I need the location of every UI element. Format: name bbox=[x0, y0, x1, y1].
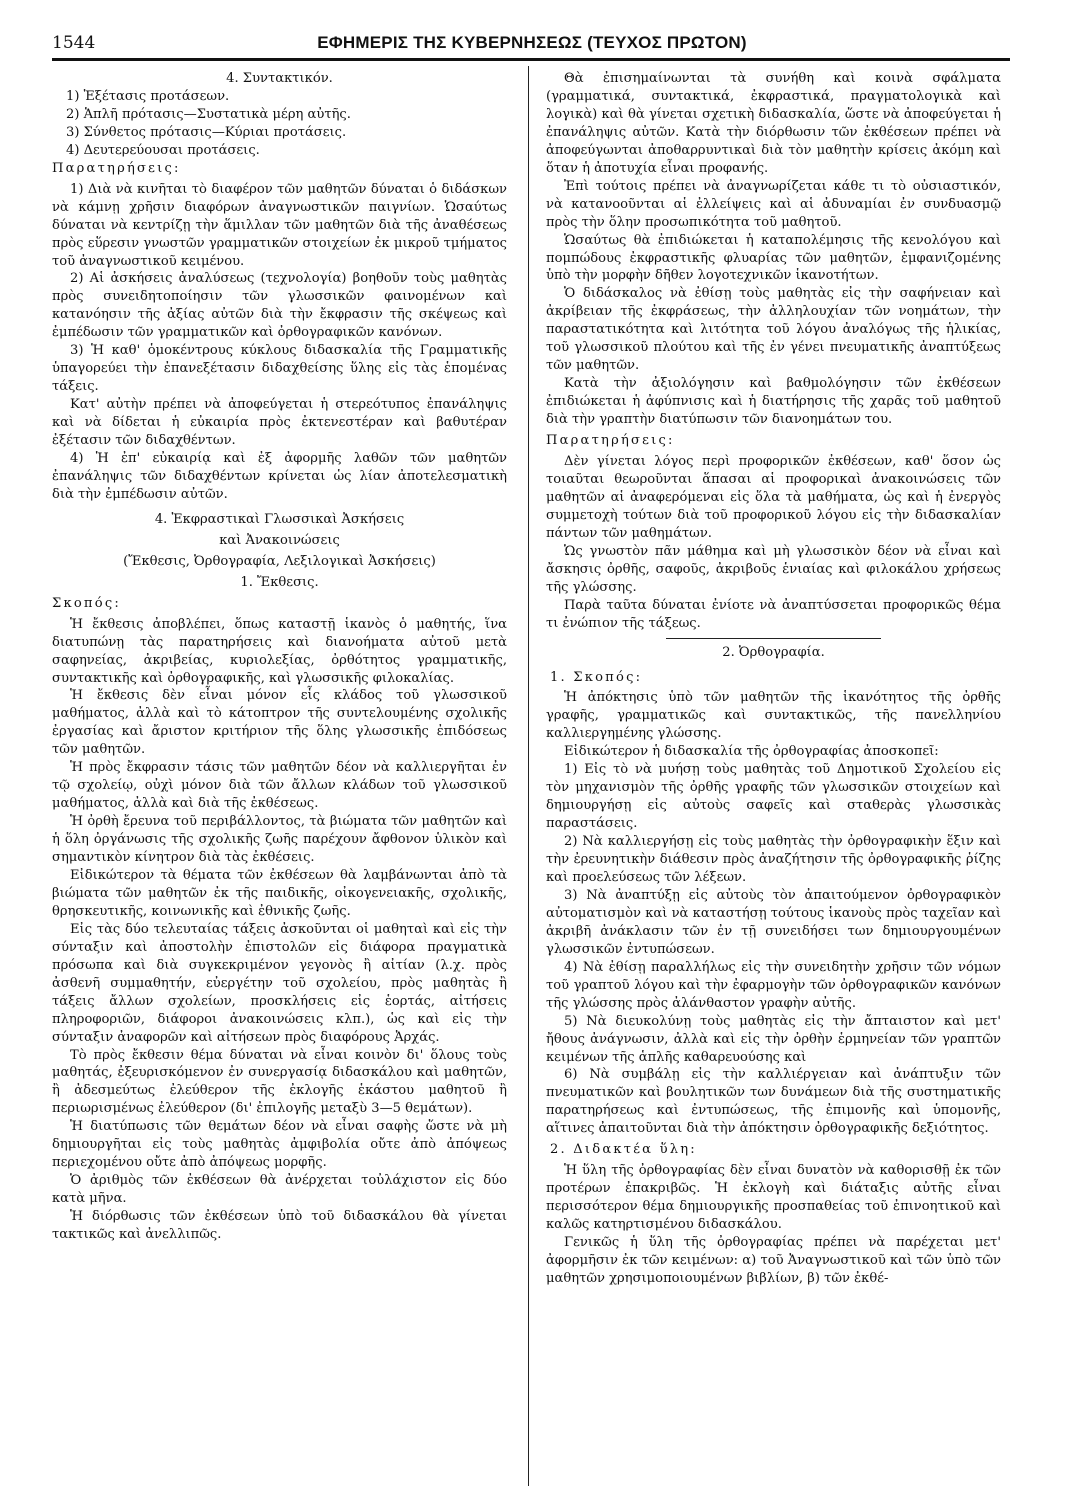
list-item: 1) Ἐξέτασις προτάσεων. bbox=[66, 88, 230, 104]
paragraph: 3) Ἡ καθ' ὁμοκέντρους κύκλους διδασκαλία τῆς Γραμματικῆς ὑπαγορεύει τὴν ἐπανεξέτασιν διδαχθείσης ὕλης εἰς τὰς ἑπομένας τάξεις. bbox=[52, 343, 507, 395]
paragraph: 4) Ἡ ἐπ' εὐκαιρίᾳ καὶ ἐξ ἀφορμῆς λαθῶν τῶν μαθητῶν ἐπανάληψις τῶν διδαχθέντων κρίνεται ὡς λίαν ἀποτελεσματικὴ διὰ τὴν ἐμπέδωσιν αὐτῶν. bbox=[52, 451, 507, 502]
purpose-label: Σκοπός: bbox=[52, 595, 121, 611]
paragraph: Ὁ ἀριθμὸς τῶν ἐκθέσεων θὰ ἀνέρχεται τοὐλάχιστον εἰς δύο κατὰ μῆνα. bbox=[52, 1173, 507, 1207]
paragraph: Τὸ πρὸς ἔκθεσιν θέμα δύναται νὰ εἶναι κοινὸν δι' ὅλους τοὺς μαθητάς, ἐξευρισκόμενον ἐν συνεργασίᾳ διδασκάλου καὶ μαθητῶν, ἢ ἀδεσμεύτως ἐλεύθερον τῆς ἐκλογῆς ἑκάστου μαθητοῦ ἢ περιωρισμένως ἐλεύθερον (δι' ἐπιλογῆς μεταξὺ 3—5 θεμάτων). bbox=[52, 1047, 507, 1117]
paragraph: Ἡ διατύπωσις τῶν θεμάτων δέον νὰ εἶναι σαφὴς ὥστε νὰ μὴ δημιουργῆται εἰς τοὺς μαθητὰς ἀμφιβολία οὔτε ἀπὸ ἀπόψεως περιεχομένου οὔτε ἀπὸ ἀπόψεως μορφῆς. bbox=[52, 1119, 507, 1171]
page-number: 1544 bbox=[52, 33, 96, 53]
paragraph: Εἰδικώτερον τὰ θέματα τῶν ἐκθέσεων θὰ λαμβάνωνται ἀπὸ τὰ βιώματα τῶν μαθητῶν ἐκ τῆς παιδικῆς, οἰκογενειακῆς, σχολικῆς, θρησκευτικῆς, κοινωνικῆς καὶ ἐθνικῆς ζωῆς. bbox=[52, 867, 507, 919]
paragraph: Εἰδικώτερον ἡ διδασκαλία τῆς ὀρθογραφίας ἀποσκοπεῖ: bbox=[564, 744, 939, 760]
right-column bbox=[546, 70, 1001, 1288]
paragraph: Ἐπὶ τούτοις πρέπει νὰ ἀναγνωρίζεται κάθε τι τὸ οὐσιαστικόν, νὰ κατανοοῦνται αἱ ἐλλείψεις καὶ αἱ ἀδυναμίαι ἐν συνδυασμῷ πρὸς τὴν ὅλην προσωπικότητα τοῦ μαθητοῦ. bbox=[546, 178, 1001, 230]
paragraph: Ὡσαύτως θὰ ἐπιδιώκεται ἡ καταπολέμησις τῆς κενολόγου καὶ πομπώδους ἐκφραστικῆς φλυαρίας τῶν μαθητῶν, ἐμφανιζομένης ὑπὸ τὴν μορφὴν δῆθεν λογοτεχνικῶν ἱκανοτήτων. bbox=[546, 232, 1001, 284]
paragraph: Κατ' αὐτὴν πρέπει νὰ ἀποφεύγεται ἡ στερεότυπος ἐπανάληψις καὶ νὰ δίδεται ἡ εὐκαιρία πρὸς ἐκτενεστέραν καὶ βαθυτέραν ἐξέτασιν τῶν διδαχθέντων. bbox=[52, 397, 507, 449]
list-item: 4) Νὰ ἐθίσῃ παραλλήλως εἰς τὴν συνειδητὴν χρῆσιν τῶν νόμων τοῦ γραπτοῦ λόγου καὶ τὴν ἐφαρμογὴν τῶν ὀρθογραφικῶν κανόνων τῆς γλώσσης πρὸς ἀλάνθαστον γραφὴν αὐτῆς. bbox=[546, 959, 1001, 1011]
paragraph: Δὲν γίνεται λόγος περὶ προφορικῶν ἐκθέσεων, καθ' ὅσον ὡς τοιαῦται θεωροῦνται ἅπασαι αἱ προφορικαὶ ἀνακοινώσεις τῶν μαθητῶν αἱ ἀναφερόμεναι εἰς ὅλα τὰ μαθήματα, ὡς καὶ ἡ ἐνεργὸς συμμετοχὴ τούτων διὰ τοῦ προφορικοῦ λόγου εἰς τὴν διδασκαλίαν πάντων τῶν μαθημάτων. bbox=[546, 454, 1001, 541]
paragraph: Ὡς γνωστὸν πᾶν μάθημα καὶ μὴ γλωσσικὸν δέον νὰ εἶναι καὶ ἄσκησις ὀρθῆς, σαφοῦς, ἀκριβοῦς ἑνιαίας καὶ φιλοκάλου χρήσεως τῆς γλώσσης. bbox=[546, 543, 1001, 595]
gazette-title: ΕΦΗΜΕΡΙΣ ΤΗΣ ΚΥΒΕΡΝΗΣΕΩΣ (ΤΕΥΧΟΣ ΠΡΩΤΟΝ) bbox=[317, 33, 747, 52]
list-item: 3) Σύνθετος πρότασις—Κύριαι προτάσεις. bbox=[66, 124, 347, 140]
left-column bbox=[52, 70, 507, 1244]
paragraph: Εἰς τὰς δύο τελευταίας τάξεις ἀσκοῦνται οἱ μαθηταὶ καὶ εἰς τὴν σύνταξιν καὶ ἀποστολὴν ἐπιστολῶν εἰς διάφορα πραγματικὰ πρόσωπα καὶ διὰ συγκεκριμένον γεγονὸς ἢ αἰτίαν (λ.χ. πρὸς ἀσθενῆ συμμαθητήν, εὐεργέτην τοῦ σχολείου, πρὸς μαθητὰς ἢ τάξεις ἄλλων σχολείων, προσκλήσεις εἰς ἑορτάς, αἰτήσεις πληροφοριῶν, διάφοροι ἀνακοινώσεις κλπ.), ὡς καὶ εἰς τὴν σύνταξιν ἀναφορῶν καὶ αἰτήσεων πρὸς διαφόρους Ἀρχάς. bbox=[52, 921, 507, 1045]
paragraph: 1) Διὰ νὰ κινῆται τὸ διαφέρον τῶν μαθητῶν δύναται ὁ διδάσκων νὰ κάμνῃ χρῆσιν διαφόρων ἀναγνωστικῶν παιγνίων. Ὡσαύτως δύναται νὰ κεντρίζῃ τὴν ἅμιλλαν τῶν μαθητῶν διὰ τῆς ἀναθέσεως πρὸς εὕρεσιν γνωστῶν γραμματικῶν στοιχείων ἐκ μικροῦ τμήματος τοῦ ἀναγνωστικοῦ κειμένου. bbox=[52, 181, 507, 269]
heading-expressive-exercises: 4. Ἐκφραστικαὶ Γλωσσικαὶ Ἀσκήσεις bbox=[154, 511, 405, 527]
paragraph: Ἡ διόρθωσις τῶν ἐκθέσεων ὑπὸ τοῦ διδασκάλου θὰ γίνεται τακτικῶς καὶ ἀνελλιπῶς. bbox=[52, 1209, 507, 1243]
heading-expressive-exercises-3: (Ἔκθεσις, Ὀρθογραφία, Λεξιλογικαὶ Ἀσκήσεις) bbox=[123, 553, 436, 569]
list-item: 6) Νὰ συμβάλῃ εἰς τὴν καλλιέργειαν καὶ ἀνάπτυξιν τῶν πνευματικῶν καὶ βουλητικῶν των δυνάμεων διὰ τῆς συστηματικῆς παρατηρήσεως καὶ ἐντυπώσεως, τῆς ἐπιμονῆς καὶ ὑπομονῆς, αἵτινες ἀπαιτοῦνται διὰ τὴν ἀπόκτησιν ὀρθογραφικῆς δεξιότητος. bbox=[546, 1067, 1001, 1137]
heading-expressive-exercises-2: καὶ Ἀνακοινώσεις bbox=[219, 532, 340, 548]
paragraph: Ὁ διδάσκαλος νὰ ἐθίσῃ τοὺς μαθητὰς εἰς τὴν σαφήνειαν καὶ ἀκρίβειαν τῆς ἐκφράσεως, τὴν ἀλληλουχίαν τῶν νοημάτων, τὴν παραστατικότητα καὶ λιτότητα τοῦ λόγου ἀναλόγως τῆς ἡλικίας, τοῦ γλωσσικοῦ πλούτου καὶ τῆς ἐν γένει πνευματικῆς ἀναπτύξεως τῶν μαθητῶν. bbox=[546, 286, 1001, 374]
page-header bbox=[52, 30, 1012, 60]
paragraph: Θὰ ἐπισημαίνωνται τὰ συνήθη καὶ κοινὰ σφάλματα (γραμματικά, συντακτικά, ἐκφραστικά, πραγματολογικὰ καὶ λογικὰ) καὶ θὰ γίνεται σχετικὴ διδασκαλία, ὥστε νὰ ἀποφεύγεται ἡ ἐπανάληψις αὐτῶν. Κατὰ τὴν διόρθωσιν τῶν ἐκθέσεων πρέπει νὰ ἀποφεύγωνται ἀποθαρρυντικαὶ διὰ τὸν μαθητὴν κρίσεις ἀκόμη καὶ ὅταν ἡ ἀποτυχία εἶναι προφανής. bbox=[546, 71, 1001, 176]
paragraph: Ἡ ὀρθὴ ἔρευνα τοῦ περιβάλλοντος, τὰ βιώματα τῶν μαθητῶν καὶ ἡ ὅλη ὀργάνωσις τῆς σχολικῆς ζωῆς παρέχουν ἄφθονον ὑλικὸν καὶ σημαντικὸν κίνητρον διὰ τὰς ἐκθέσεις. bbox=[52, 814, 507, 866]
list-item: 3) Νὰ ἀναπτύξῃ εἰς αὐτοὺς τὸν ἀπαιτούμενον ὀρθογραφικὸν αὐτοματισμὸν καὶ νὰ καταστήσῃ τούτους ἱκανοὺς πρὸς ταχεῖαν καὶ ἀκριβῆ ἀνάκλασιν τῶν ἐν τῇ συνειδήσει των δημιουργουμένων γλωσσικῶν ἐντυπώσεων. bbox=[546, 887, 1001, 957]
observations-label: Παρατηρήσεις: bbox=[546, 433, 675, 449]
list-item: 2) Νὰ καλλιεργήσῃ εἰς τοὺς μαθητὰς τὴν ὀρθογραφικὴν ἕξιν καὶ τὴν ἐρευνητικὴν διάθεσιν πρὸς ἀναζήτησιν τῆς ὀρθογραφικῆς ῥίζης καὶ προελεύσεως τῶν λέξεων. bbox=[546, 834, 1001, 885]
paragraph: Ἡ ὕλη τῆς ὀρθογραφίας δὲν εἶναι δυνατὸν νὰ καθορισθῇ ἐκ τῶν προτέρων ἐπακριβῶς. Ἡ ἐκλογὴ καὶ διάταξις αὐτῆς εἶναι περισσότερον θέμα δημιουργικῆς προσπαθείας τοῦ ἐπινοητικοῦ καὶ καλῶς κατηρτισμένου διδασκάλου. bbox=[546, 1163, 1001, 1233]
purpose-label: 1. Σκοπός: bbox=[550, 669, 643, 685]
heading-ekthesis: 1. Ἔκθεσις. bbox=[240, 574, 319, 590]
paragraph: Ἡ ἔκθεσις δὲν εἶναι μόνον εἷς κλάδος τοῦ γλωσσικοῦ μαθήματος, ἀλλὰ καὶ τὸ κάτοπτρον τῆς συντελουμένης σχολικῆς ἐργασίας καὶ ἄριστον κριτήριον τῆς ὅλης γλωσσικῆς ἐπιδόσεως τῶν μαθητῶν. bbox=[52, 688, 507, 758]
heading-orthografia: 2. Ὀρθογραφία. bbox=[722, 644, 825, 660]
paragraph: Ἡ πρὸς ἔκφρασιν τάσις τῶν μαθητῶν δέον νὰ καλλιεργῆται ἐν τῷ σχολείῳ, οὐχὶ μόνον διὰ τῶν ἄλλων κλάδων τοῦ γλωσσικοῦ μαθήματος, ἀλλὰ καὶ διὰ τῆς ἐκθέσεως. bbox=[52, 760, 507, 812]
column-divider bbox=[528, 66, 529, 1486]
paragraph: 2) Αἱ ἀσκήσεις ἀναλύσεως (τεχνολογία) βοηθοῦν τοὺς μαθητὰς πρὸς συνειδητοποίησιν τῶν γλωσσικῶν φαινομένων καὶ κατανόησιν τῆς ἀξίας αὐτῶν διὰ τὴν ἔκφρασιν τῆς σκέψεως καὶ ἐμπέδωσιν τῶν γραμματικῶν καὶ ὀρθογραφικῶν κανόνων. bbox=[52, 271, 507, 341]
paragraph: Γενικῶς ἡ ὕλη τῆς ὀρθογραφίας πρέπει νὰ παρέχεται μετ' ἀφορμῆσιν ἐκ τῶν κειμένων: α) τοῦ Ἀναγνωστικοῦ καὶ τῶν ὑπὸ τῶν μαθητῶν χρησιμοποιουμένων βιβλίων, β) τῶν ἐκθέ- bbox=[546, 1235, 1001, 1286]
list-item: 2) Ἁπλῆ πρότασις—Συστατικὰ μέρη αὐτῆς. bbox=[66, 106, 351, 122]
paragraph: Κατὰ τὴν ἀξιολόγησιν καὶ βαθμολόγησιν τῶν ἐκθέσεων ἐπιδιώκεται ἡ ἀφύπνισις καὶ ἡ διατήρησις τῆς χαρᾶς τοῦ μαθητοῦ διὰ τὴν γραπτὴν διατύπωσιν τῶν διανοημάτων του. bbox=[546, 376, 1001, 428]
heading-syntaktikon: 4. Συντακτικόν. bbox=[226, 71, 333, 86]
paragraph: Ἡ ἔκθεσις ἀποβλέπει, ὅπως καταστῇ ἱκανὸς ὁ μαθητής, ἵνα διατυπώνῃ τὰς παρατηρήσεις καὶ διανοήματα αὐτοῦ μετὰ σαφηνείας, ἀκριβείας, κυριολεξίας, ὀρθότητος γραμματικῆς, συντακτικῆς καὶ ὀρθογραφικῆς, καὶ γλωσσικῆς φιλοκαλίας. bbox=[52, 616, 507, 686]
list-item: 5) Νὰ διευκολύνῃ τοὺς μαθητὰς εἰς τὴν ἄπταιστον καὶ μετ' ἤθους ἀνάγνωσιν, ἀλλὰ καὶ εἰς τὴν ὀρθὴν ἑρμηνείαν τῶν γραπτῶν κειμένων τῆς ἁπλῆς καθαρευούσης καὶ bbox=[546, 1013, 1001, 1065]
list-item: 4) Δευτερεύουσαι προτάσεις. bbox=[66, 142, 260, 158]
paragraph: Ἡ ἀπόκτησις ὑπὸ τῶν μαθητῶν τῆς ἱκανότητος τῆς ὀρθῆς γραφῆς, γραμματικῶς καὶ συντακτικῶς, τῆς πανελληνίου καλλιεργημένης γλώσσης. bbox=[546, 690, 1001, 742]
list-item: 1) Εἰς τὸ νὰ μυήσῃ τοὺς μαθητὰς τοῦ Δημοτικοῦ Σχολείου εἰς τὸν μηχανισμὸν τῆς ὀρθῆς γραφῆς τῶν γλωσσικῶν στοιχείων καὶ δημιουργήσῃ εἰς αὐτοὺς σαφεῖς καὶ σταθερὰς γλωσσικὰς παραστάσεις. bbox=[546, 762, 1001, 832]
section-rule bbox=[666, 638, 881, 639]
didactic-material-label: 2. Διδακτέα ὕλη: bbox=[550, 1142, 697, 1158]
paragraph: Παρὰ ταῦτα δύναται ἐνίοτε νὰ ἀναπτύσσεται προφορικῶς θέμα τι ἐνώπιον τῆς τάξεως. bbox=[546, 597, 1001, 631]
observations-label: Παρατηρήσεις: bbox=[52, 160, 181, 176]
header-rule bbox=[52, 58, 1010, 61]
